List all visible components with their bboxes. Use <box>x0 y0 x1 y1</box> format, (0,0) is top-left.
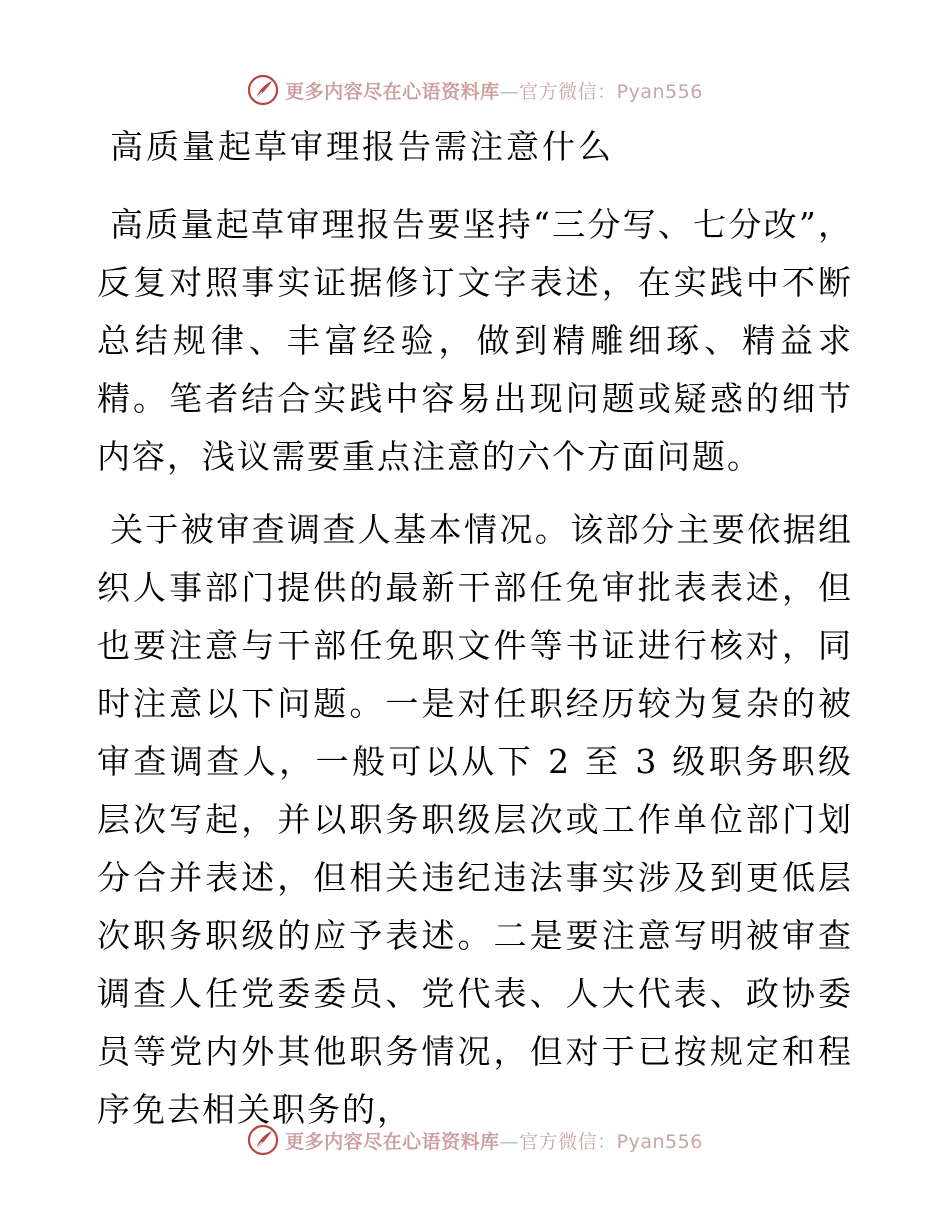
document-body <box>97 196 853 1154</box>
header-watermark <box>0 70 950 110</box>
paragraph-intro: 高质量起草审理报告要坚持“三分写、七分改”，反复对照事实证据修订文字表述，在实践中不断总结规律、丰富经验，做到精雕细琢、精益求精。笔者结合实践中容易出现问题或疑惑的细节内容，浅议需要重点注意的六个方面问题。 <box>97 205 853 476</box>
watermark-text <box>285 77 703 104</box>
watermark-separator: — <box>499 80 520 103</box>
paragraph-basic-info: 关于被审查调查人基本情况。该部分主要依据组织人事部门提供的最新干部任免审批表表述，但也要注意与干部任免职文件等书证进行核对，同时注意以下问题。一是对任职经历较为复杂的被审查调查人，一般可以从下 2 至 3 级职务职级层次写起，并以职务职级层次或工作单位部门划分合并表述，但相关违纪违法事实涉及到更低层次职务职级的应予表述。二是要注意写明被审查调查人任党委委员、党代表、人大代表、政协委员等党内外其他职务情况，但对于已按规定和程序免去相关职务的， <box>97 510 853 1129</box>
watermark-brand: 更多内容尽在心语资料库 <box>285 80 500 103</box>
feather-pen-logo-icon <box>247 74 279 106</box>
watermark-contact: 官方微信：Pyan556 <box>519 80 703 103</box>
document-title: 高质量起草审理报告需注意什么 <box>110 127 614 166</box>
watermark-text <box>285 1127 703 1154</box>
watermark-brand: 更多内容尽在心语资料库 <box>285 1130 500 1153</box>
watermark-contact: 官方微信：Pyan556 <box>519 1130 703 1153</box>
watermark-separator: — <box>499 1130 520 1153</box>
feather-pen-logo-icon <box>247 1124 279 1156</box>
footer-watermark <box>0 1120 950 1160</box>
